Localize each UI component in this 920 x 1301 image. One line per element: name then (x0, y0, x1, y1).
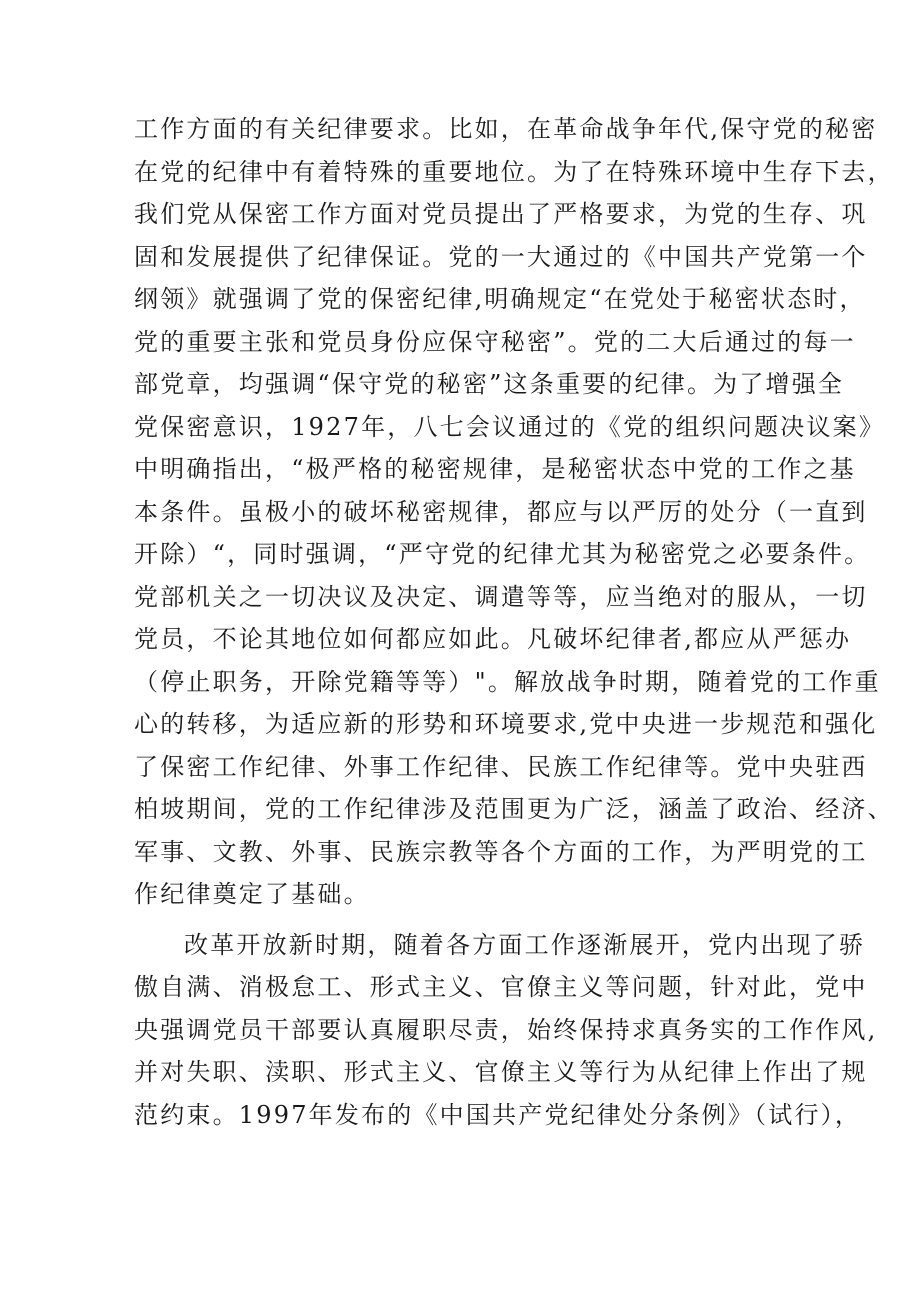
text-line: 作纪律奠定了基础。 (134, 880, 370, 908)
text-line: 党的重要主张和党员身份应保守秘密”。党的二大后通过的每一 (134, 327, 856, 356)
paragraph-1 (134, 108, 894, 916)
text-line: （停止职务，开除党籍等等）"。解放战争时期，随着党的工作重 (134, 667, 881, 696)
text-line: 并对失职、渎职、形式主义、官僚主义等行为从纪律上作出了规 (134, 1058, 868, 1086)
text-line: 党员，不论其地位如何都应如此。凡破坏纪律者,都应从严惩办 (134, 625, 852, 653)
text-line: 在党的纪律中有着特殊的重要地位。为了在特殊环境中生存下去， (134, 157, 894, 186)
text-line: 央强调党员干部要认真履职尽责，始终保持求真务实的工作作风, (134, 1015, 878, 1044)
text-line: 工作方面的有关纪律要求。比如，在革命战争年代,保守党的秘密 (134, 115, 878, 143)
document-body (134, 108, 894, 1136)
text-line: 改革开放新时期，随着各方面工作逐渐展开，党内出现了骄 (184, 930, 866, 959)
text-line: 范约束。1997年发布的《中国共产党纪律处分条例》（试行）， (134, 1100, 862, 1129)
text-line: 了保密工作纪律、外事工作纪律、民族工作纪律等。党中央驻西 (134, 752, 868, 781)
text-line: 党保密意识，1927年，八七会议通过的《党的组织问题决议案》 (134, 412, 886, 441)
text-line: 傲自满、消极怠工、形式主义、官僚主义等问题，针对此，党中 (134, 973, 868, 1001)
text-line: 固和发展提供了纪律保证。党的一大通过的《中国共产党第一个 (134, 242, 868, 271)
text-line: 本条件。虽极小的破坏秘密规律，都应与以严厉的处分（一直到 (134, 497, 868, 526)
text-line: 党部机关之一切决议及决定、调遣等等，应当绝对的服从，一切 (134, 582, 868, 611)
text-line: 柏坡期间，党的工作纪律涉及范围更为广泛，涵盖了政治、经济、 (134, 795, 894, 823)
text-line: 我们党从保密工作方面对党员提出了严格要求，为党的生存、巩 (134, 200, 868, 228)
paragraph-2 (134, 924, 878, 1137)
text-line: 开除）“，同时强调，“严守党的纪律尤其为秘密党之必要条件。 (134, 540, 871, 568)
text-line: 中明确指出，“极严格的秘密规律，是秘密状态中党的工作之基 (134, 455, 856, 483)
text-line: 部党章，均强调“保守党的秘密”这条重要的纪律。为了增强全 (134, 370, 845, 398)
text-line: 纲领》就强调了党的保密纪律,明确规定“在党处于秘密状态时， (134, 285, 866, 313)
text-line: 军事、文教、外事、民族宗教等各个方面的工作，为严明党的工 (134, 837, 868, 866)
text-line: 心的转移，为适应新的形势和环境要求,党中央进一步规范和强化 (134, 710, 878, 738)
paragraph-spacer (134, 916, 794, 924)
